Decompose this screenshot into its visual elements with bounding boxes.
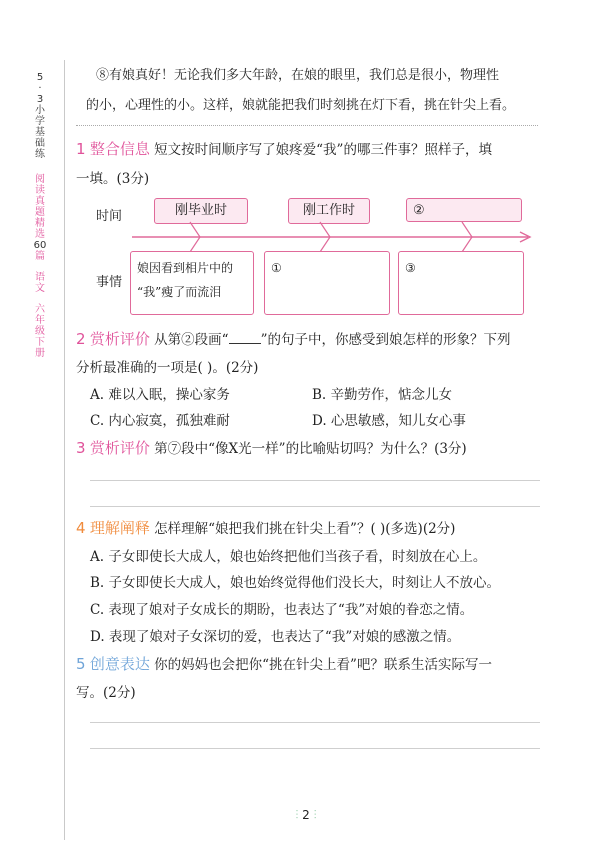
passage-paragraph-8: ⑧有娘真好！无论我们多大年龄，在娘的眼里，我们总是很小，物理性 的小，心理性的小。这样，娘就能把我们时刻挑在灯下看，挑在针尖上看。 [86,68,516,113]
option-b[interactable]: B. 子女即使长大成人，娘也始终觉得他们没长大，时刻让人不放心。 [90,575,501,591]
question-tag: 整合信息 [89,140,150,158]
question-text-cont: 分析最准确的一项是( )。(2分) [76,360,259,376]
sidebar-grade: 六 年 级 下 册 [35,304,45,359]
time-box-3-blank[interactable]: ② [406,198,522,222]
label-event: 事情 [96,275,123,290]
sidebar-count-unit: 篇 [35,251,45,262]
sidebar-count: 60 [33,240,47,251]
question-number: 4 [76,519,86,537]
label-time: 时间 [96,209,123,224]
event-box-2-blank[interactable]: ① [264,251,390,315]
question-2: 2 赏析评价 从第②段画“ ”的句子中，你感受到娘怎样的形象？下列 分析最准确的一项是( )。(2分) [76,328,546,376]
question-text-cont: 写。(2分) [76,685,136,701]
question-5 [76,653,546,701]
question-number: 1 [76,140,86,158]
option-d[interactable]: D. 心思敏感，知儿女心事 [312,413,466,429]
question-tag: 创意表达 [89,655,150,673]
question-text-cont: 一填。(3分) [76,171,150,187]
question-tag: 理解阐释 [89,519,150,537]
answer-line-q3-2[interactable] [90,506,540,507]
page-number: 2 [302,808,310,822]
question-text: 怎样理解“娘把我们挑在针尖上看”？( )(多选)(2分) [154,521,456,537]
underline-sample [229,331,261,344]
footer-deco-right-icon: ⫶ [313,808,317,822]
sidebar-series: 阅 读 真 题 精 选 [35,174,45,240]
question-tag: 赏析评价 [89,330,150,348]
option-b[interactable]: B. 辛勤劳作，惦念儿女 [312,387,453,403]
question-number: 3 [76,439,86,457]
question-text: 短文按时间顺序写了娘疼爱“我”的哪三件事？照样子，填 [154,142,492,158]
footer-deco-left-icon: ⫶ [295,808,299,822]
question-text: 你的妈妈也会把你“挑在针尖上看”吧？联系生活实际写一 [154,657,492,673]
question-number: 5 [76,655,86,673]
option-c[interactable]: C. 表现了娘对子女成长的期盼，也表达了“我”对娘的眷恋之情。 [90,602,474,618]
question-4 [76,517,546,538]
option-a[interactable]: A. 难以入眠，操心家务 [90,387,230,403]
option-c[interactable]: C. 内心寂寞，孤独难耐 [90,413,230,429]
question-number: 2 [76,330,86,348]
question-3 [76,437,546,458]
answer-line-q5-1[interactable] [90,722,540,723]
time-box-1: 刚毕业时 [154,198,248,224]
sidebar-brand: 5 · 3 小 学 基 础 练 [35,72,45,160]
time-box-2: 刚工作时 [288,198,370,224]
event-box-1: 娘因看到相片中的 “我”瘦了而流泪 [130,251,254,315]
option-a[interactable]: A. 子女即使长大成人，娘也始终把他们当孩子看，时刻放在心上。 [90,549,487,565]
page-footer [286,808,326,823]
answer-line-q5-2[interactable] [90,748,540,749]
event-box-3-blank[interactable]: ③ [398,251,524,315]
option-d[interactable]: D. 表现了娘对子女深切的爱，也表达了“我”对娘的感激之情。 [90,629,461,645]
question-tag: 赏析评价 [89,439,150,457]
answer-line-q3-1[interactable] [90,480,540,481]
question-text: 第⑦段中“像X光一样”的比喻贴切吗？为什么？(3分) [154,441,467,457]
sidebar-subject: 语 文 [35,272,45,294]
